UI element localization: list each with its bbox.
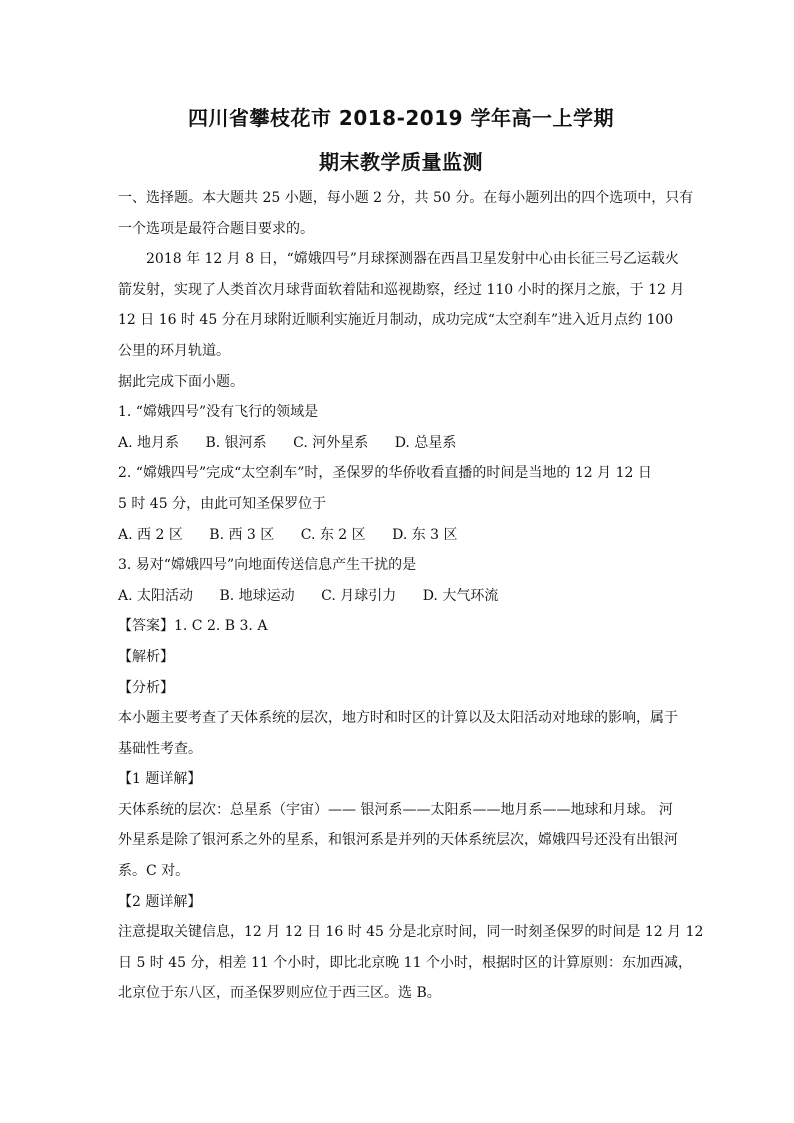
- question-3-option-d: D. 大气环流: [422, 587, 499, 604]
- passage-line-4: 公里的环月轨道。: [118, 342, 230, 359]
- question-1-option-c: C. 河外星系: [293, 434, 369, 451]
- question-2-options: [118, 520, 684, 551]
- question-2-option-b: B. 西 3 区: [209, 526, 275, 543]
- passage-prompt: 据此完成下面小题。: [118, 373, 244, 390]
- document-title-line-2: 期末教学质量监测: [319, 150, 483, 174]
- section-instructions-line-1: 一、选择题。本大题共 25 小题，每小题 2 分，共 50 分。在每小题列出的四个选项中，只有: [118, 190, 694, 206]
- question-1: 1. “嫦娥四号”没有飞行的领域是: [118, 404, 319, 421]
- question-1-options: [118, 428, 684, 459]
- question-2-option-d: D. 东 3 区: [392, 526, 458, 543]
- question-3-option-a: A. 太阳活动: [118, 587, 194, 604]
- question-1-detail-line-2: 外星系是除了银河系之外的星系，和银河系是并列的天体系统层次，嫦娥四号还没有出银河: [118, 832, 678, 849]
- question-1-option-d: D. 总星系: [394, 434, 457, 451]
- question-2-option-c: C. 东 2 区: [300, 526, 366, 543]
- analysis-line-1: 本小题主要考查了天体系统的层次，地方时和时区的计算以及太阳活动对地球的影响，属于: [118, 710, 678, 727]
- analysis-line-2: 基础性考查。: [118, 740, 202, 757]
- question-1-option-b: B. 银河系: [205, 434, 267, 451]
- question-2-detail-heading: 【2 题详解】: [118, 893, 202, 910]
- question-2-line-2: 5 时 45 分，由此可知圣保罗位于: [118, 495, 327, 512]
- passage-line-3: 12 日 16 时 45 分在月球附近顺利实施近月制动，成功完成“太空刹车”进入近月点约 100: [118, 312, 674, 329]
- question-1-option-a: A. 地月系: [118, 434, 180, 451]
- question-3-options: [118, 581, 684, 612]
- document-page: [118, 103, 704, 1009]
- analysis-heading: 【解析】: [118, 648, 174, 665]
- question-1-detail-heading: 【1 题详解】: [118, 771, 202, 788]
- question-2-detail-line-3: 北京位于东八区，而圣保罗则应位于西三区。选 B。: [118, 985, 441, 1002]
- analysis-subheading: 【分析】: [118, 679, 174, 696]
- question-2-line-1: 2. “嫦娥四号”完成“太空刹车”时，圣保罗的华侨收看直播的时间是当地的 12 月 12 日: [118, 465, 652, 482]
- question-3: 3. 易对“嫦娥四号”向地面传送信息产生干扰的是: [118, 557, 417, 574]
- section-instructions-line-2: 一个选项是最符合题目要求的。: [118, 220, 314, 237]
- question-2-detail-line-2: 日 5 时 45 分，相差 11 个小时，即比北京晚 11 个小时，根据时区的计算原则：东加西减，: [118, 954, 692, 971]
- question-1-detail-line-3: 系。C 对。: [118, 863, 190, 880]
- question-1-detail-line-1: 天体系统的层次：总星系（宇宙）—— 银河系——太阳系——地月系——地球和月球。 河: [118, 801, 673, 818]
- passage-line-1: 2018 年 12 月 8 日，“嫦娥四号”月球探测器在西昌卫星发射中心由长征三号乙运载火: [146, 251, 679, 268]
- question-3-option-c: C. 月球引力: [321, 587, 397, 604]
- answer-line: 【答案】1. C 2. B 3. A: [118, 618, 268, 635]
- question-2-option-a: A. 西 2 区: [118, 526, 183, 543]
- passage-line-2: 箭发射，实现了人类首次月球背面软着陆和巡视勘察，经过 110 小时的探月之旅，于 12 月: [118, 281, 685, 298]
- question-2-detail-line-1: 注意提取关键信息，12 月 12 日 16 时 45 分是北京时间，同一时刻圣保罗的时间是 12 月 12: [118, 924, 704, 941]
- question-3-option-b: B. 地球运动: [219, 587, 295, 604]
- document-title-line-1: 四川省攀枝花市 2018-2019 学年高一上学期: [187, 106, 615, 130]
